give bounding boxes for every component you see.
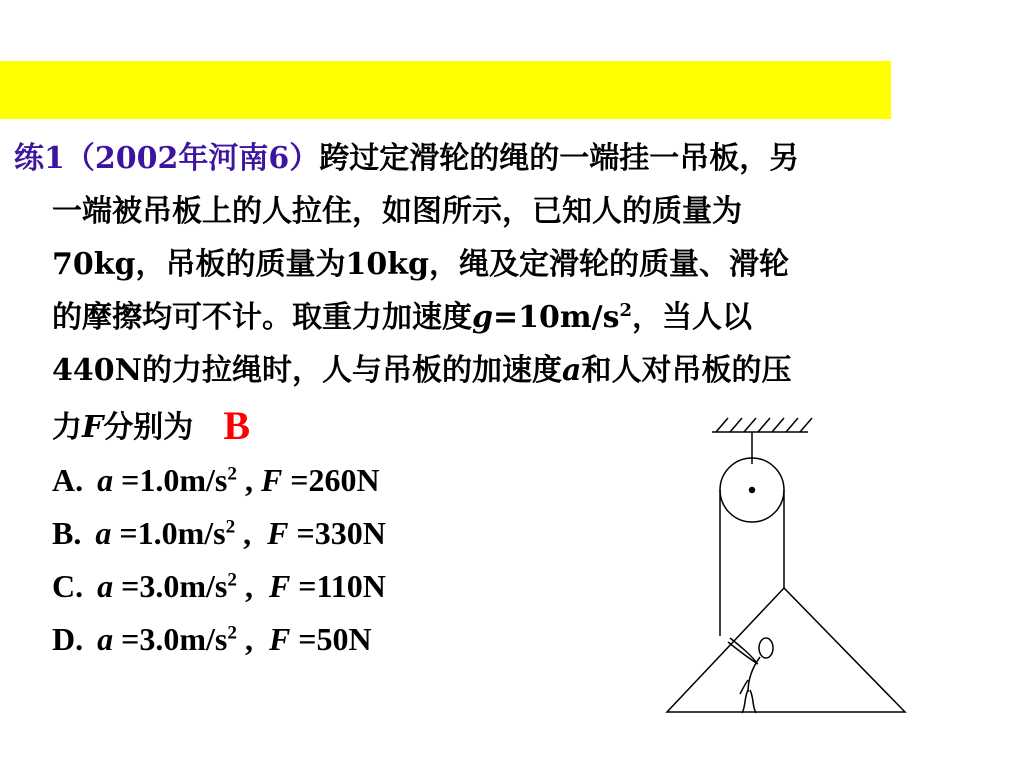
answer-mark: B <box>223 403 250 448</box>
option-letter: A. <box>52 462 84 498</box>
g-value: =10m/s <box>492 300 620 335</box>
var-a: a <box>562 353 582 388</box>
option-var-f: F <box>268 568 291 604</box>
option-a-value: =1.0m/s <box>111 515 226 551</box>
option-f-value: =260N <box>282 462 380 498</box>
option-letter: C. <box>52 568 84 604</box>
problem-text-4c: ，当人以 <box>632 300 752 335</box>
problem-label: 练1（2002年河南6） <box>14 141 320 176</box>
option-a-value: =1.0m/s <box>113 462 228 498</box>
option-a-value: =3.0m/s <box>113 568 228 604</box>
option-f-value: =110N <box>290 568 386 604</box>
option-exponent: 2 <box>227 569 237 591</box>
problem-line-3 <box>14 238 1014 291</box>
option-letter: D. <box>52 621 84 657</box>
option-var-a: a <box>97 462 114 498</box>
problem-text-2: 一端被吊板上的人拉住，如图所示，已知人的质量为 <box>52 194 742 229</box>
title-banner <box>0 61 891 119</box>
ceiling-hatch <box>716 418 812 432</box>
option-var-a: a <box>97 621 114 657</box>
problem-text-1: 跨过定滑轮的绳的一端挂一吊板，另 <box>319 141 800 176</box>
g-exponent: 2 <box>619 300 632 322</box>
option-separator: , <box>236 462 261 498</box>
var-f: F <box>82 410 104 445</box>
pulley-axle <box>750 488 755 493</box>
option-var-a: a <box>95 515 112 551</box>
problem-text-6b: 分别为 <box>103 410 194 445</box>
problem-text-5b: 和人对吊板的压 <box>581 353 792 388</box>
problem-line-1 <box>14 132 1014 185</box>
option-letter: B. <box>52 515 82 551</box>
option-separator: , <box>236 568 269 604</box>
problem-text-5a: 440N的力拉绳时，人与吊板的加速度 <box>52 353 563 388</box>
var-g: g <box>472 300 493 335</box>
option-exponent: 2 <box>227 622 237 644</box>
option-a-value: =3.0m/s <box>113 621 228 657</box>
option-var-f: F <box>268 621 291 657</box>
option-var-f: F <box>267 515 289 551</box>
option-separator: , <box>236 621 269 657</box>
option-var-f: F <box>260 462 283 498</box>
problem-line-4 <box>14 291 1014 344</box>
option-var-a: a <box>97 568 114 604</box>
problem-text-6a: 力 <box>52 410 82 445</box>
option-f-value: =50N <box>290 621 372 657</box>
pulley-diagram <box>660 410 910 720</box>
option-exponent: 2 <box>225 516 236 538</box>
option-f-value: =330N <box>288 515 386 551</box>
problem-line-2 <box>14 185 1014 238</box>
option-separator: , <box>235 515 268 551</box>
hanging-board <box>667 588 905 712</box>
problem-line-5 <box>14 344 1014 397</box>
option-exponent: 2 <box>227 463 237 485</box>
person-figure <box>728 638 773 713</box>
problem-text-3: 70kg，吊板的质量为10kg，绳及定滑轮的质量、滑轮 <box>52 247 790 282</box>
problem-text-4a: 的摩擦均可不计。取重力加速度 <box>52 300 472 335</box>
